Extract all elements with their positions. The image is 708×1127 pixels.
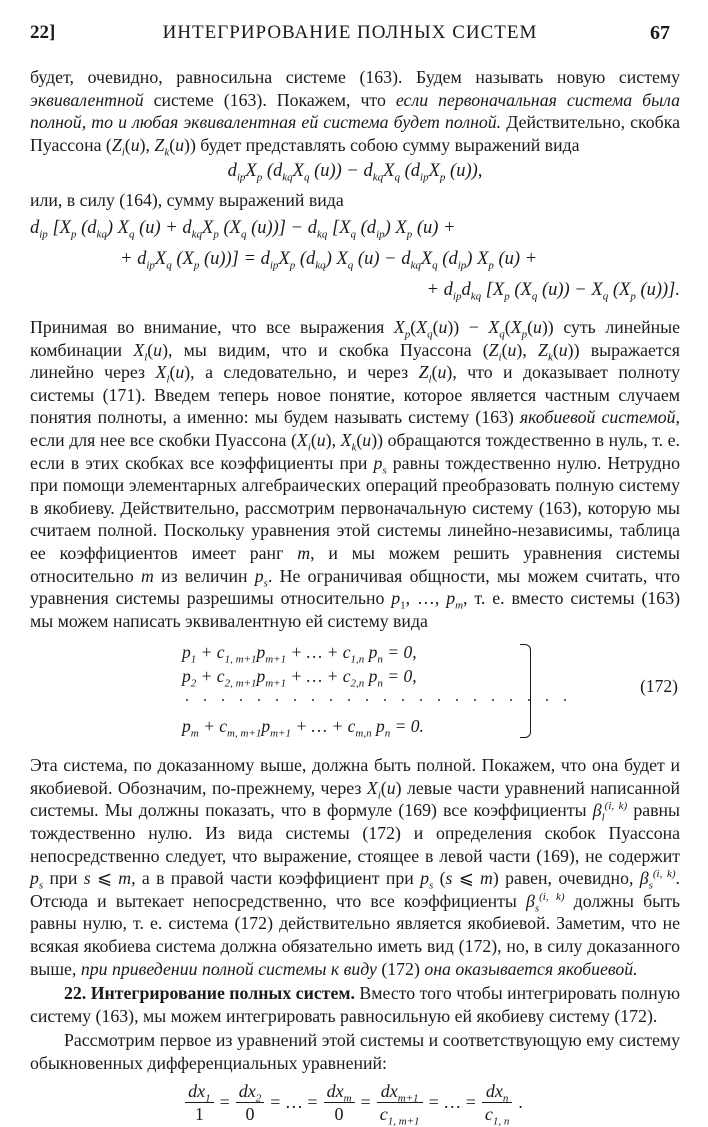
- running-title: ИНТЕГРИРОВАНИЕ ПОЛНЫХ СИСТЕМ: [162, 22, 538, 43]
- page-body: [30, 66, 681, 1127]
- paragraph-3: Принимая во внимание, что все выражения $X_p(X_q(u)) - X_q(X_p(u))$ суть линейные комбинации $X_l(u)$, мы видим, что и скобка Пуассона ($Z_i(u)$, $Z_k(u)$) выражается линейно через $X_l(u)$, а следовательно, и через $Z_l(u)$, что и доказывает полноту системы (171). Введем теперь новое понятие, которое является частным случаем понятия полноты, а именно: мы будем называть систему (163) якобиевой системой, если для нее все скобки Пуассона ($X_i(u)$, $X_k(u)$) обращаются тождественно в нуль, т. е. если в этих скобках все коэффициенты при $p_s$ равны тождественно нулю. Нетрудно при помощи элементарных алгебраических операций преобразовать полную систему в якобиеву. Действительно, рассмотрим первоначальную систему (163), которую мы считаем полной. Поскольку уравнения этой системы линейно-независимы, таблица ее коэффициентов имеет ранг m, и мы можем решить уравнения системы относительно m из величин $p_s$. Не ограничивая общности, мы можем считать, что уравнения системы разрешимы относительно $p_1$, …, $p_m$, т. е. вместо системы (163) мы можем написать эквивалентную ей систему вида: [30, 316, 681, 631]
- right-brace: [520, 644, 531, 738]
- section-heading: 22. Интегрирование полных систем.: [64, 983, 355, 1004]
- paragraph-2: или, в силу (164), сумму выражений вида: [30, 190, 344, 211]
- section-number: 22]: [30, 22, 56, 43]
- paragraph-5: 22. Интегрирование полных систем. Вместо того чтобы интегрировать полную систему (163), мы можем интегрировать равносильную ей якобиеву систему (172).: [30, 983, 680, 1026]
- equation-number: (172): [640, 676, 678, 697]
- formula-characteristic-system: $\frac{dx_1}{1}$ = $\frac{dx_2}{0}$ = … = $\frac{dx_m}{0}$ = $\frac{dx_{m+1}}{c_{1, m+1}}$ = … = $\frac{dx_n}{c_{1, n}}$ .: [30, 1081, 680, 1124]
- paragraph-4: Эта система, по доказанному выше, должна быть полной. Покажем, что она будет и якобиевой. Обозначим, по-прежнему, через $X_i(u)$ левые части уравнений написанной системы. Мы должны показать, что в формуле (169) все коэффициенты $\beta_l^{(i, k)}$ равны тождественно нулю. Из вида системы (172) и определения скобок Пуассона непосредственно следует, что выражение, стоящее в левой части (169), не содержит $p_s$ при s ⩽ m, а в правой части коэффициент при $p_s$ (s ⩽ m) равен, очевидно, $\beta_s^{(i, k)}$. Отсюда и вытекает непосредственно, что все коэффициенты $\beta_s^{(i, k)}$ должны быть равны нулю, т. е. система (172) действительно является якобиевой. Заметим, что не всякая якобиева система должна обязательно иметь вид (172), но, в силу доказанного выше, при приведении полной системы к виду (172) она оказывается якобиевой.: [30, 755, 681, 979]
- running-header: [30, 22, 670, 50]
- paragraph-1: будет, очевидно, равносильна системе (163). Будем называть новую систему эквивалентной системе (163). Покажем, что если первоначальная система была полной, то и любая эквивалентная ей система будет полной. Действительно, скобка Пуассона ($Z_i(u)$, $Z_k(u)$) будет представлять собою сумму выражений вида: [30, 67, 680, 159]
- paragraph-6: Рассмотрим первое из уравнений этой системы и соответствующую ему систему обыкновенных дифференциальных уравнений:: [30, 1030, 680, 1073]
- page-number: 67: [650, 22, 670, 44]
- formula-expanded: $d_{ip}$ [$X_p$ $(d_{kq})$ $X_q$ $(u) + d_{kq}X_p$ ($X_q$ $(u))] - d_{kq}$ [$X_q$ $(d_{ip})$ $X_p$ (u) + + $d_{ip}X_q$ ($X_p$ $(u))] = d_{ip}X_p$ $(d_{kq})$ $X_q$ $(u) - d_{kq}X_q$ $(d_{ip})$ $X_p$ (u) + + $d_{ip}d_{kq}$ [$X_p$ ($X_q$ $(u)) - X_q$ ($X_p$ (u))].: [30, 217, 680, 303]
- formula-bracket-terms: $d_{ip}X_p$ ($d_{kq}X_q$ $(u)) - d_{kq}X_q$ ($d_{ip}X_p$ (u)),: [227, 161, 483, 185]
- system-172: $p_1 + c_{1, m+1}p_{m+1}$ + … + $c_{1,n}$ $p_n = 0$, $p_2 + c_{2, m+1}p_{m+1}$ + … + $c_{2,n}$ $p_n = 0$, . . . . . . . . . . . . . . . . . . . . . . $p_m + c_{m, m+1}p_{m+1}$ + … + $c_{m,n}$ $p_n = 0$. (172): [182, 642, 678, 740]
